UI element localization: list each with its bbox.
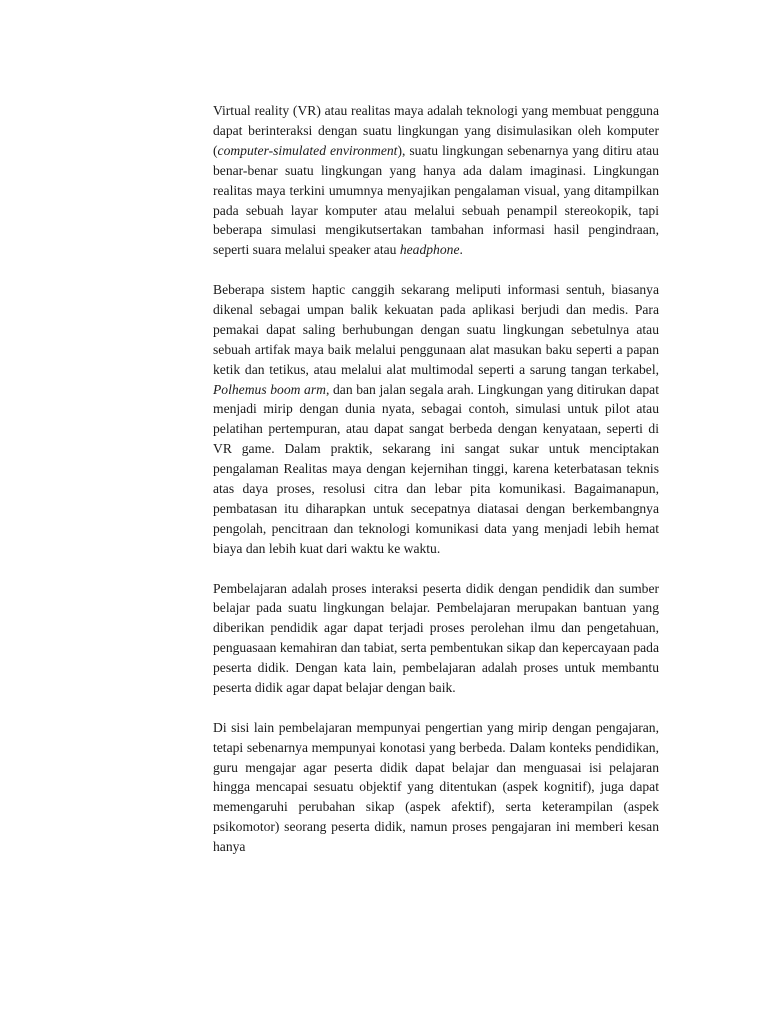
italic-text-segment: computer-simulated environment	[217, 142, 398, 158]
paragraph-virtual-reality	[213, 101, 659, 260]
text-segment: Pembelajaran adalah proses interaksi peserta didik dengan pendidik dan sumber belajar pada suatu lingkungan belajar. Pembelajaran merupakan bantuan yang diberikan pendidik agar dapat terjadi proses perolehan ilmu dan pengetahuan, penguasaan kemahiran dan tabiat, serta pembentukan sikap dan kepercayaan pada peserta didik. Dengan kata lain, pembelajaran adalah proses untuk membantu peserta didik agar dapat belajar dengan baik.	[213, 580, 659, 696]
paragraph-haptic-systems	[213, 280, 659, 559]
text-segment: , dan ban jalan segala arah. Lingkungan yang ditirukan dapat menjadi mirip dengan dunia nyata, sebagai contoh, simulasi untuk pilot atau pelatihan pertempuran, atau dapat sangat berbeda dengan kenyataan, seperti di VR game. Dalam praktik, sekarang ini sangat sukar untuk menciptakan pengalaman Realitas maya dengan kejernihan tinggi, karena keterbatasan teknis atas daya proses, resolusi citra dan lebar pita komunikasi. Bagaimanapun, pembatasan itu diharapkan untuk secepatnya diatasai dengan berkembangnya pengolah, pencitraan dan teknologi komunikasi data yang menjadi lebih hemat biaya dan lebih kuat dari waktu ke waktu.	[213, 381, 659, 556]
text-segment: .	[459, 242, 463, 258]
paragraph-pembelajaran	[213, 579, 659, 698]
italic-text-segment: headphone	[399, 242, 460, 258]
body-text	[213, 101, 659, 877]
text-segment: Di sisi lain pembelajaran mempunyai pengertian yang mirip dengan pengajaran, tetapi sebenarnya mempunyai konotasi yang berbeda. Dalam konteks pendidikan, guru mengajar agar peserta didik dapat belajar dan menguasai isi pelajaran hingga mencapai sesuatu objektif yang ditentukan (aspek kognitif), juga dapat memengaruhi perubahan sikap (aspek afektif), serta keterampilan (aspek psikomotor) seorang peserta didik, namun proses pengajaran ini memberi kesan hanya	[213, 719, 659, 855]
paragraph-pengajaran	[213, 718, 659, 857]
text-segment: Beberapa sistem haptic canggih sekarang meliputi informasi sentuh, biasanya dikenal sebagai umpan balik kekuatan pada aplikasi berjudi dan medis. Para pemakai dapat saling berhubungan dengan suatu lingkungan sebetulnya atau sebuah artifak maya baik melalui penggunaan alat masukan baku seperti a papan ketik dan tetikus, atau melalui alat multimodal seperti a sarung tangan terkabel,	[213, 282, 659, 377]
text-segment: Virtual reality (VR) atau realitas maya adalah teknologi yang membuat pengguna dapat berinteraksi dengan suatu lingkungan yang disimulasikan oleh komputer (	[213, 103, 659, 158]
italic-text-segment: Polhemus boom arm	[213, 381, 326, 397]
text-segment: ), suatu lingkungan sebenarnya yang ditiru atau benar-benar suatu lingkungan yang hanya ada dalam imaginasi. Lingkungan realitas maya terkini umumnya menyajikan pengalaman visual, yang ditampilkan pada sebuah layar komputer atau melalui sebuah penampil stereokopik, tapi beberapa simulasi mengikutsertakan tambahan informasi hasil pengindraan, seperti suara melalui speaker atau	[213, 142, 659, 258]
